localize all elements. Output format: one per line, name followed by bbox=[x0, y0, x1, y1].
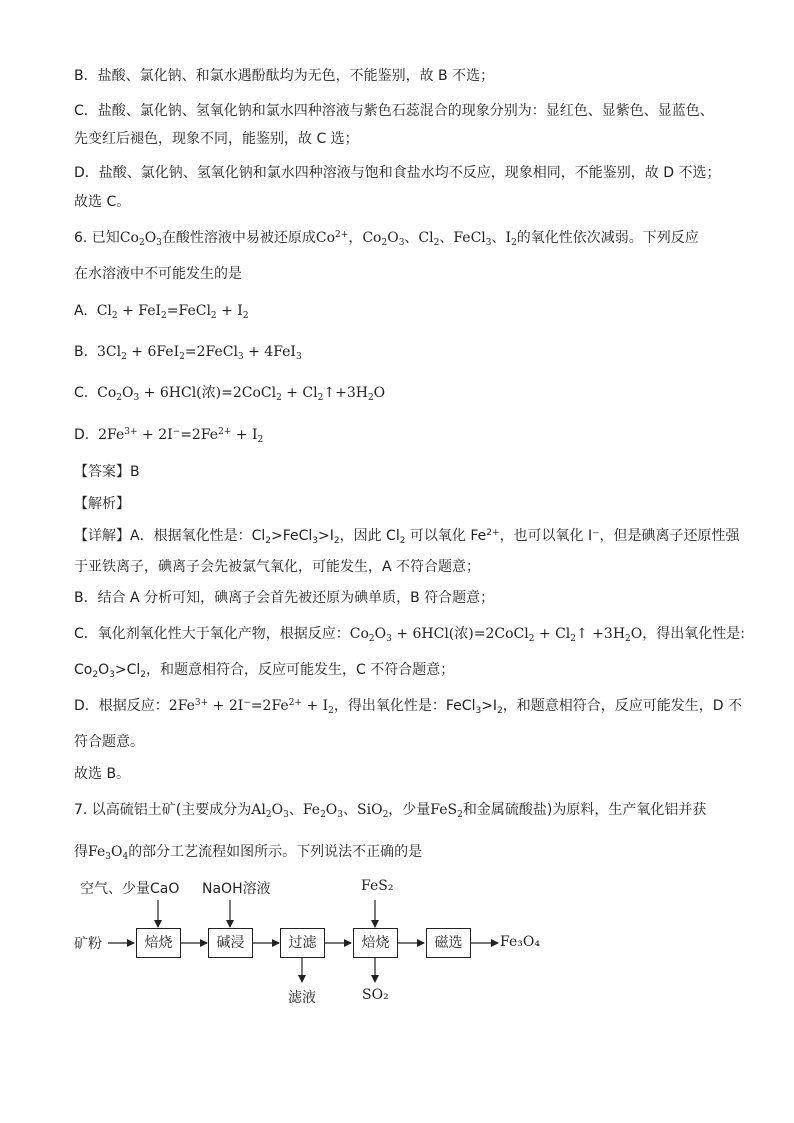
choose-b-line: 故选 B。 bbox=[74, 766, 131, 782]
q7-stem-line2: 得$Fe_3O_4$的部分工艺流程如图所示。下列说法不正确的是 bbox=[74, 844, 423, 862]
output-so2: SO₂ bbox=[362, 987, 389, 1003]
detail-a-line1: 【详解】A．根据氧化性是：$Cl_2>FeCl_3>I_2$，因此 $Cl_2$ 可以氧化 $Fe^{2+}$，也可以氧化 I⁻，但是碘离子还原性强 bbox=[74, 528, 740, 546]
input-air-cao: 空气、少量CaO bbox=[80, 881, 180, 897]
step-magnetic-separation: 磁选 bbox=[426, 928, 471, 958]
answer-value: B bbox=[130, 464, 140, 480]
output-filtrate: 滤液 bbox=[288, 990, 316, 1006]
text-line-choose-c: 故选 C。 bbox=[74, 194, 131, 210]
step-roast-1: 焙烧 bbox=[136, 928, 181, 958]
detail-c-line1: C．氧化剂氧化性大于氧化产物，根据反应：$Co_2O_3 + 6HCl$(浓)=2CoCl$_2$ + $Cl_2↑ +3H_2O$，得出氧化性是: bbox=[74, 626, 745, 644]
input-naoh: NaOH溶液 bbox=[202, 881, 271, 897]
detail-d-line2: 符合题意。 bbox=[74, 734, 144, 750]
step-filter: 过滤 bbox=[280, 928, 325, 958]
detail-b-line: B．结合 A 分析可知，碘离子会首先被还原为碘单质，B 符合题意； bbox=[74, 590, 495, 606]
q6-option-b: B. $3Cl_2$ + 6FeI$_2$=2FeCl$_3$ + 4FeI$_3$ bbox=[74, 344, 302, 362]
start-ore-powder: 矿粉 bbox=[74, 936, 102, 952]
detail-a-line2: 于亚铁离子，碘离子会先被氯气氧化，可能发生，A 不符合题意； bbox=[74, 559, 481, 575]
step-alkali-leach: 碱浸 bbox=[208, 928, 253, 958]
q7-line2-tail: 的部分工艺流程如图所示。下列说法不正确的是 bbox=[128, 844, 423, 860]
detail-a1-tail: ，也可以氧化 I⁻，但是碘离子还原性强 bbox=[499, 528, 740, 544]
text-line-c-prev-1: C．盐酸、氯化钠、氢氧化钠和氯水四种溶液与紫色石蕊混合的现象分别为：显红色、显紫色、显蓝色、 bbox=[74, 103, 714, 119]
detail-d-line1: D．根据反应：$2Fe^{3+} + 2I^-=2Fe^{2+} + I_2$，得出氧化性是：$FeCl_3>I_2$，和题意相符合，反应可能发生，D 不 bbox=[74, 698, 743, 716]
detail-c2-tail: ，和题意相符合，反应可能发生，C 不符合题意； bbox=[145, 662, 455, 678]
text-line-b-prev: B．盐酸、氯化钠、和氯水遇酚酞均为无色，不能鉴别，故 B 不选； bbox=[74, 68, 495, 84]
detail-c-line2: $Co_2O_3>Cl_2$，和题意相符合，反应可能发生，C 不符合题意； bbox=[74, 662, 455, 680]
input-fes2: FeS₂ bbox=[361, 878, 394, 894]
q6-stem-line2: 在水溶液中不可能发生的是 bbox=[74, 266, 242, 282]
analysis-label: 【解析】 bbox=[74, 496, 130, 512]
text-line-d-prev: D．盐酸、氯化钠、氢氧化钠和氯水四种溶液与饱和食盐水均不反应，现象相同，不能鉴别，故 D 不选； bbox=[74, 165, 721, 181]
text-line-c-prev-2: 先变红后褪色，现象不同，能鉴别，故 C 选； bbox=[74, 131, 359, 147]
process-flowchart bbox=[70, 872, 570, 1012]
output-fe3o4: Fe₃O₄ bbox=[500, 934, 540, 950]
answer-line bbox=[74, 462, 140, 482]
q6-stem-line1: 6. 已知$Co_2O_3$在酸性溶液中易被还原成$Co^{2+}$，$Co_2O_3$、$Cl_2$、FeCl$_3$、$I_2$的氧化性依次减弱。下列反应 bbox=[74, 230, 699, 248]
q6-option-d: D. $2Fe^{3+} + 2I^-=2Fe^{2+} + I_2$ bbox=[74, 427, 264, 445]
q6-option-c: C. $Co_2O_3 + 6HCl$(浓)=2CoCl$_2$ + $Cl_2↑+3H_2O$ bbox=[74, 385, 386, 403]
q6-option-a: A. $Cl_2$ + FeI$_2$=FeCl$_2$ + $I_2$ bbox=[74, 303, 249, 321]
step-roast-2: 焙烧 bbox=[353, 928, 398, 958]
q7-stem-line1: 7. 以高硫铝土矿(主要成分为$Al_2O_3$、$Fe_2O_3$、SiO$_2$，少量FeS$_2$和金属硫酸盐)为原料，生产氧化铝并获 bbox=[74, 802, 707, 820]
answer-label: 【答案】 bbox=[74, 464, 130, 480]
